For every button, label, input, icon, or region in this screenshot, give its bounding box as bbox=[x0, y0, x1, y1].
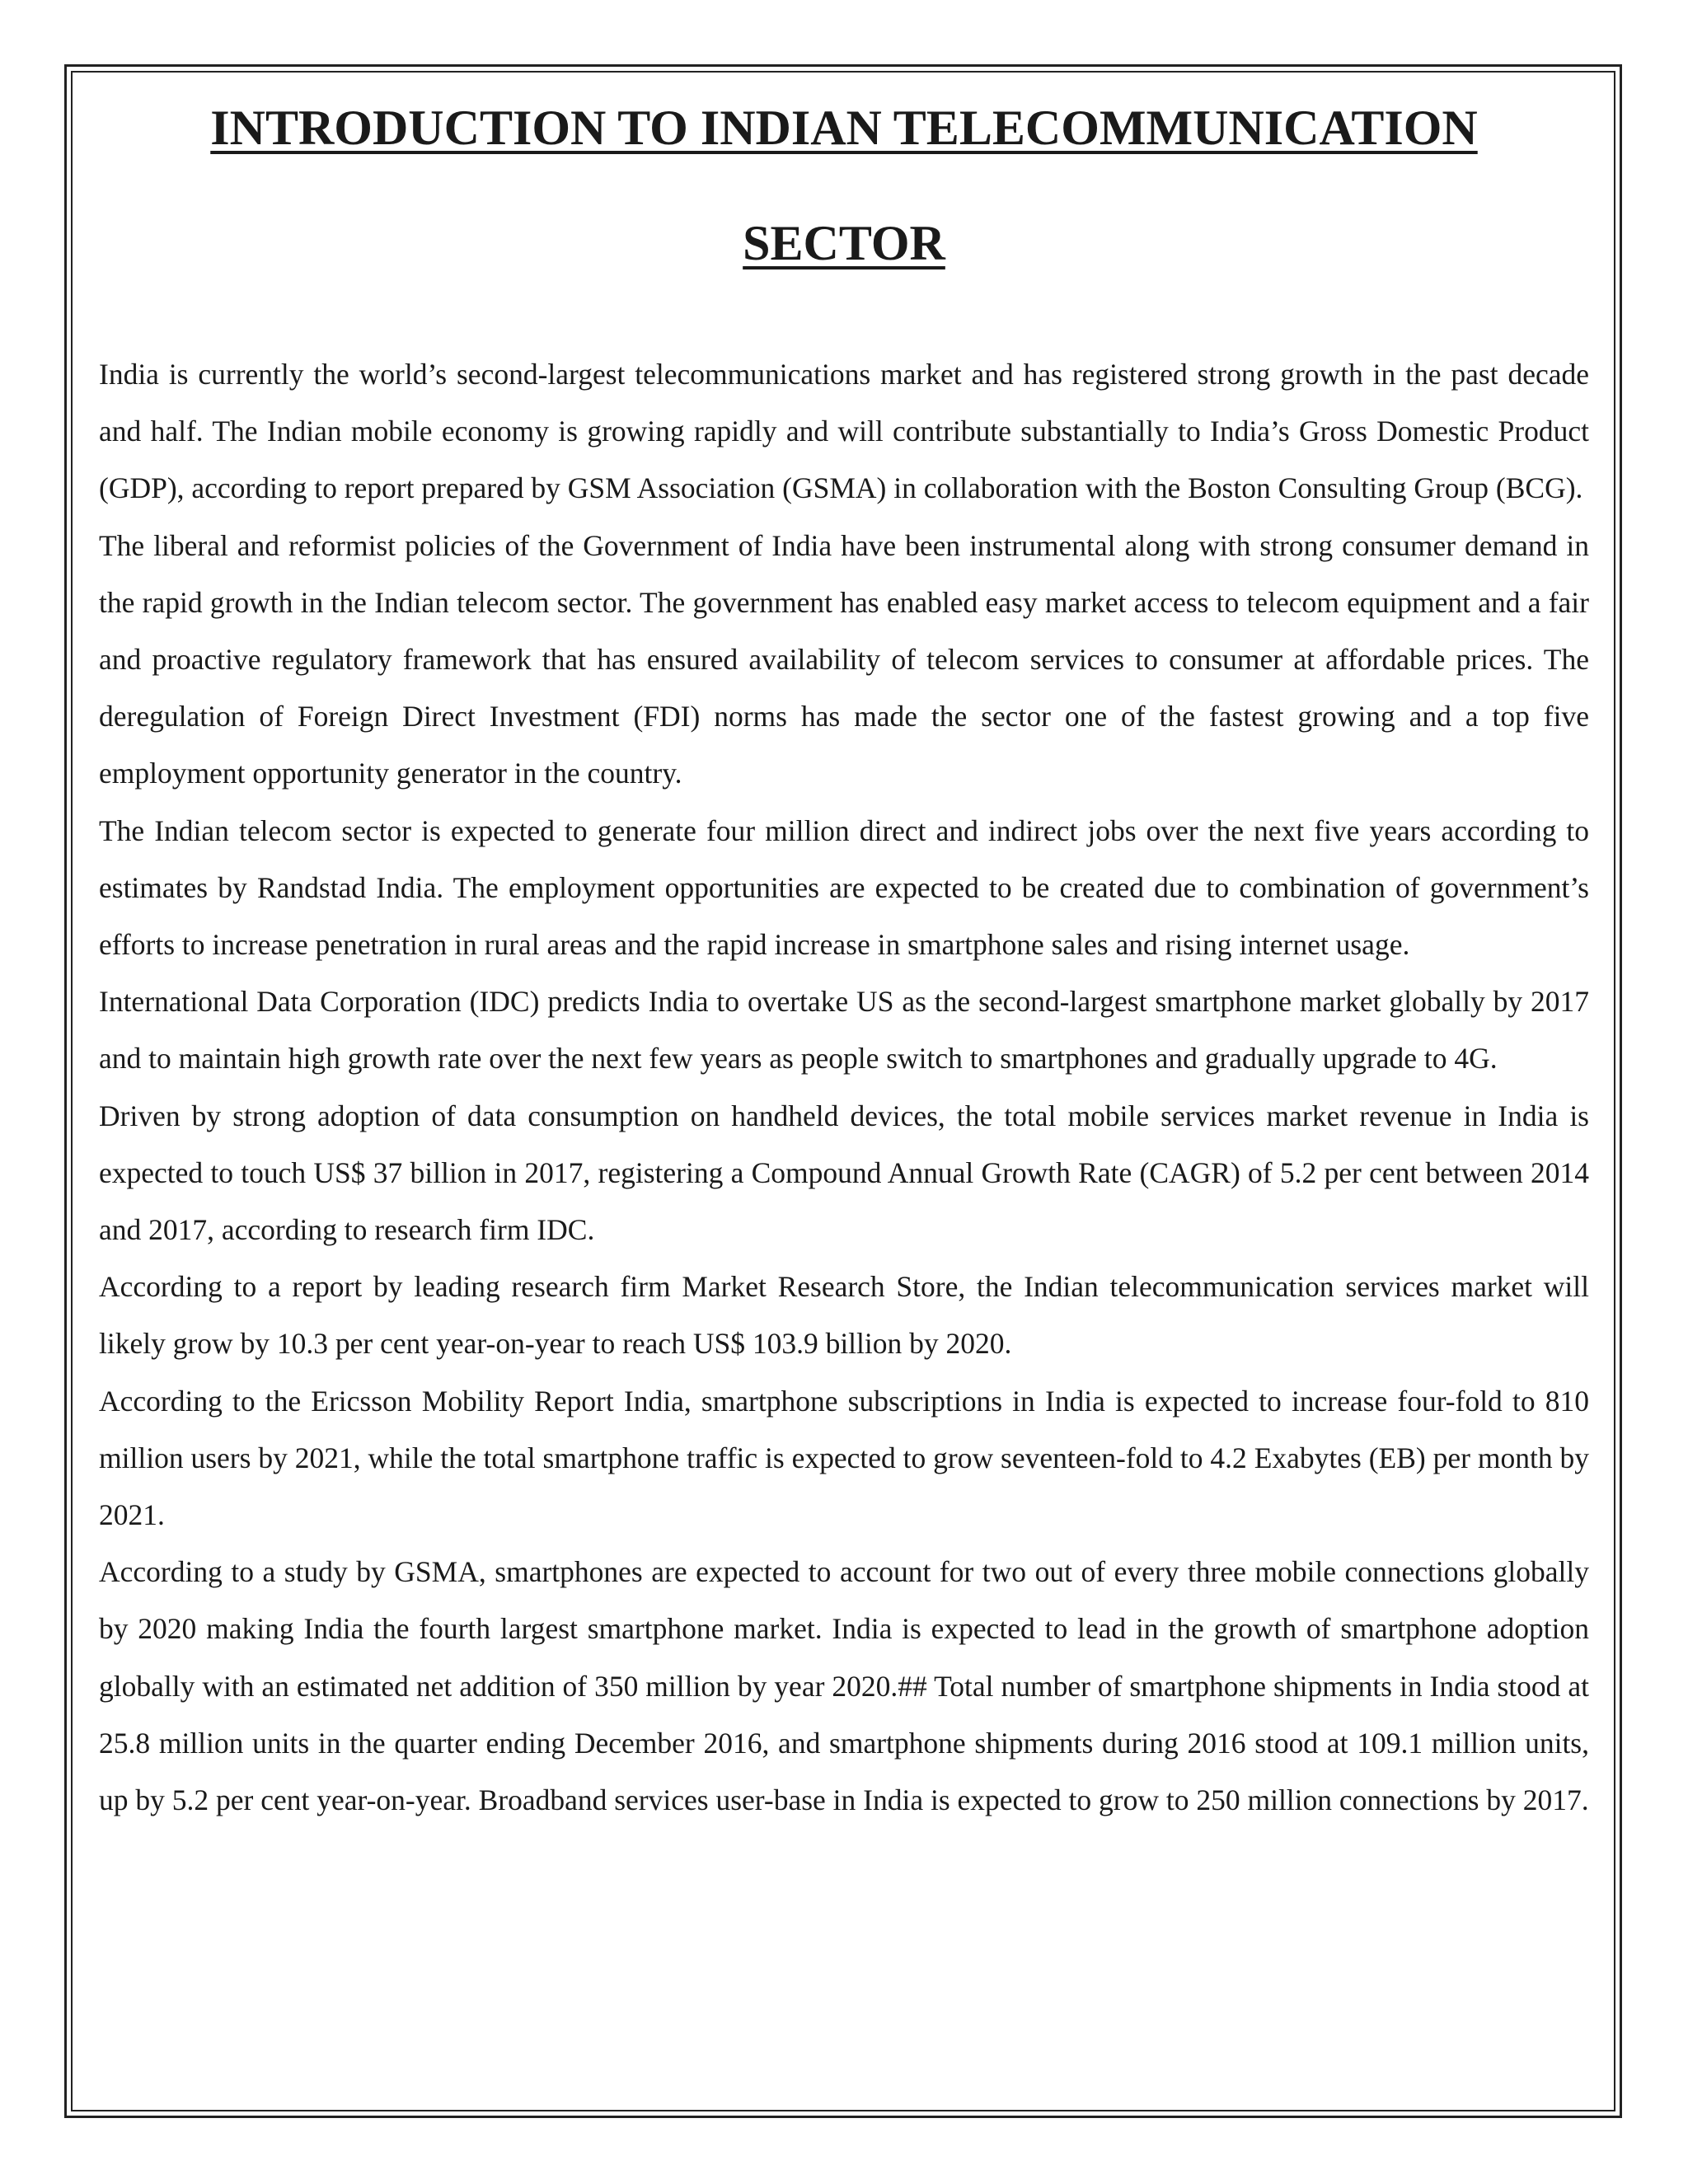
page-title-line-2: SECTOR bbox=[743, 216, 945, 270]
paragraph-market-research-store: According to a report by leading research firm Market Research Store, the Indian telecommunication services market will likely grow by 10.3 per cent year-on-year to reach US$ 103.9 billion by 2020. bbox=[99, 1270, 1589, 1361]
paragraph-government-policies: The liberal and reformist policies of the Government of India have been instrumental along with strong consumer demand in the rapid growth in the Indian telecom sector. The government has enabled easy market access to telecom equipment and a fair and proactive regulatory framework that has ensured availability of telecom services to consumer at affordable prices. The deregulation of Foreign Direct Investment (FDI) norms has made the sector one of the fastest growing and a top five employment opportunity generator in the country. bbox=[99, 528, 1589, 790]
paragraph-employment: The Indian telecom sector is expected to generate four million direct and indirect jobs over the next five years according to estimates by Randstad India. The employment opportunities are expected to be created due to combination of government’s efforts to increase penetration in rural areas and the rapid increase in smartphone sales and rising internet usage. bbox=[99, 813, 1589, 962]
paragraph-gsma-study: According to a study by GSMA, smartphones are expected to account for two out of every three mobile connections globally by 2020 making India the fourth largest smartphone market. India is expected to lead in the growth of smartphone adoption globally with an estimated net addition of 350 million by year 2020.## Total number of smartphone shipments in India stood at 25.8 million units in the quarter ending December 2016, and smartphone shipments during 2016 stood at 109.1 million units, up by 5.2 per cent year-on-year. Broadband services user-base in India is expected to grow to 250 million connections by 2017. bbox=[99, 1555, 1589, 1817]
paragraph-market-overview: India is currently the world’s second-largest telecommunications market and has registered strong growth in the past decade and half. The Indian mobile economy is growing rapidly and will contribute substantially to India’s Gross Domestic Product (GDP), according to report prepared by GSM Association (GSMA) in collaboration with the Boston Consulting Group (BCG). bbox=[99, 358, 1589, 505]
paragraph-ericsson-report: According to the Ericsson Mobility Report India, smartphone subscriptions in India is expected to increase four-fold to 810 million users by 2021, while the total smartphone traffic is expected to grow seventeen-fold to 4.2 Exabytes (EB) per month by 2021. bbox=[99, 1384, 1589, 1532]
paragraph-mobile-revenue: Driven by strong adoption of data consumption on handheld devices, the total mobile services market revenue in India is expected to touch US$ 37 billion in 2017, registering a Compound Annual Growth Rate (CAGR) of 5.2 per cent between 2014 and 2017, according to research firm IDC. bbox=[99, 1099, 1589, 1247]
paragraph-idc-prediction: International Data Corporation (IDC) predicts India to overtake US as the second-largest smartphone market globally by 2017 and to maintain high growth rate over the next few years as people switch to smartphones and gradually upgrade to 4G. bbox=[99, 985, 1589, 1076]
page-title-line-1: INTRODUCTION TO INDIAN TELECOMMUNICATION bbox=[210, 101, 1478, 155]
document-body bbox=[99, 346, 1589, 1829]
